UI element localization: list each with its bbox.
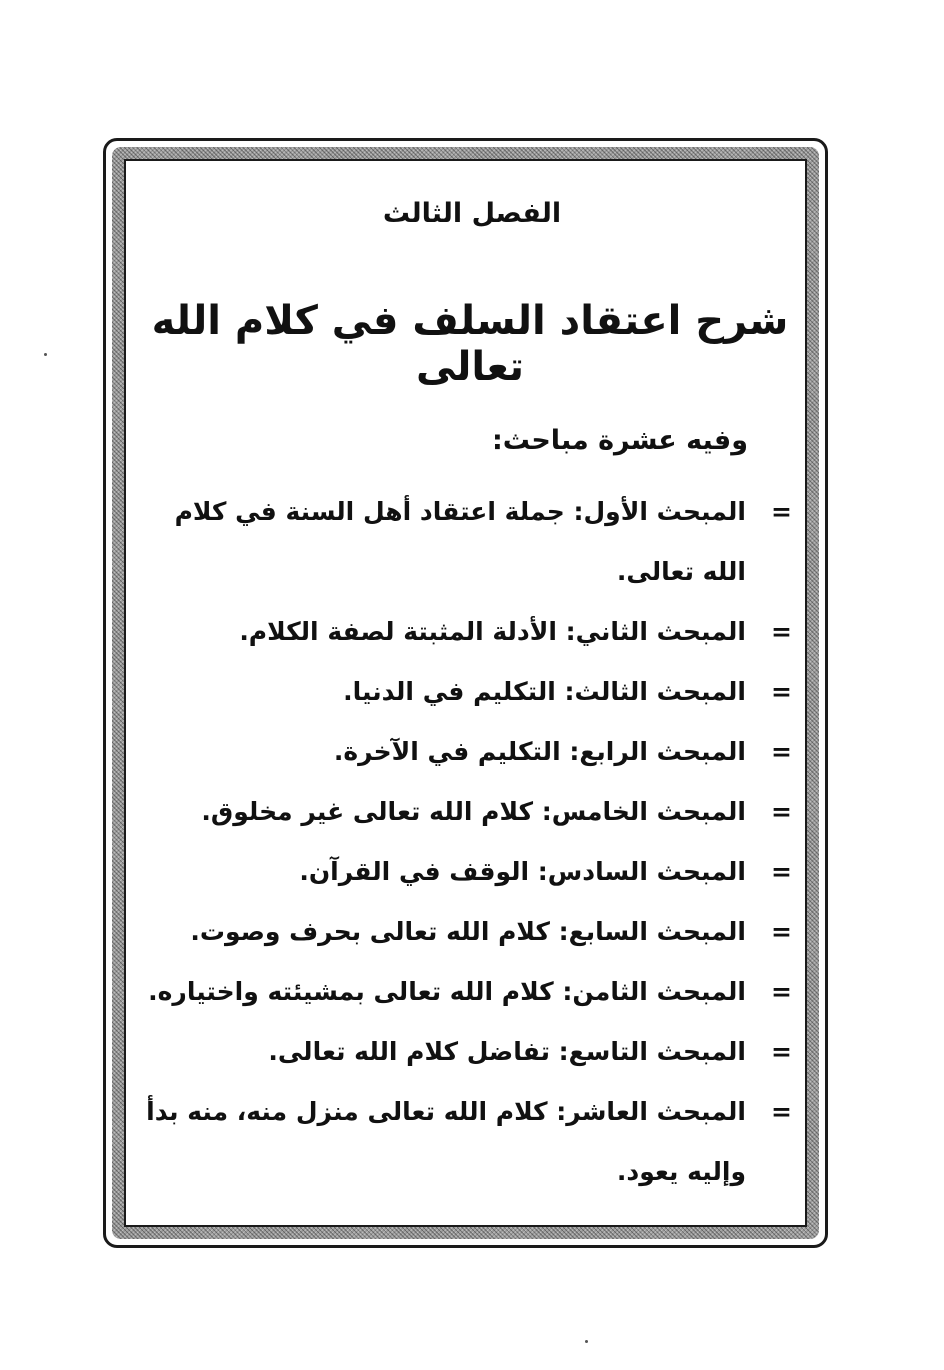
page-title: شرح اعتقاد السلف في كلام الله تعالى bbox=[151, 298, 789, 390]
list-item bbox=[140, 902, 800, 962]
bullet-marker: = bbox=[771, 917, 792, 946]
list-item bbox=[140, 722, 800, 782]
bullet-marker: = bbox=[771, 977, 792, 1006]
topic-text: المبحث العاشر: كلام الله تعالى منزل منه، منه بدأ وإليه يعود. bbox=[146, 1097, 746, 1186]
list-item bbox=[140, 662, 800, 722]
scan-speck bbox=[585, 1340, 588, 1343]
bullet-marker: = bbox=[771, 497, 792, 526]
list-item bbox=[140, 842, 800, 902]
bullet-marker: = bbox=[771, 737, 792, 766]
list-item bbox=[140, 782, 800, 842]
chapter-heading: الفصل الثالث bbox=[382, 198, 562, 229]
topic-text: المبحث الرابع: التكليم في الآخرة. bbox=[333, 737, 746, 766]
topic-text: المبحث الخامس: كلام الله تعالى غير مخلوق. bbox=[201, 797, 746, 826]
intro-text: وفيه عشرة مباحث: bbox=[491, 425, 748, 456]
list-item bbox=[140, 1082, 800, 1202]
topic-text: المبحث السادس: الوقف في القرآن. bbox=[299, 857, 746, 886]
list-item bbox=[140, 602, 800, 662]
bullet-marker: = bbox=[771, 1037, 792, 1066]
topic-text: المبحث السابع: كلام الله تعالى بحرف وصوت. bbox=[190, 917, 746, 946]
topic-text: المبحث التاسع: تفاضل كلام الله تعالى. bbox=[268, 1037, 746, 1066]
list-item bbox=[140, 1022, 800, 1082]
list-item bbox=[140, 962, 800, 1022]
topic-text: المبحث الثالث: التكليم في الدنيا. bbox=[343, 677, 746, 706]
scan-speck bbox=[44, 353, 47, 356]
bullet-marker: = bbox=[771, 797, 792, 826]
bullet-marker: = bbox=[771, 857, 792, 886]
bullet-marker: = bbox=[771, 617, 792, 646]
list-item bbox=[140, 482, 800, 602]
topic-text: المبحث الثامن: كلام الله تعالى بمشيئته واختياره. bbox=[148, 977, 746, 1006]
bullet-marker: = bbox=[771, 677, 792, 706]
topic-text: المبحث الثاني: الأدلة المثبتة لصفة الكلام. bbox=[239, 617, 746, 646]
topic-text: المبحث الأول: جملة اعتقاد أهل السنة في كلام الله تعالى. bbox=[174, 497, 746, 586]
topics-list bbox=[140, 482, 800, 1202]
bullet-marker: = bbox=[771, 1097, 792, 1126]
